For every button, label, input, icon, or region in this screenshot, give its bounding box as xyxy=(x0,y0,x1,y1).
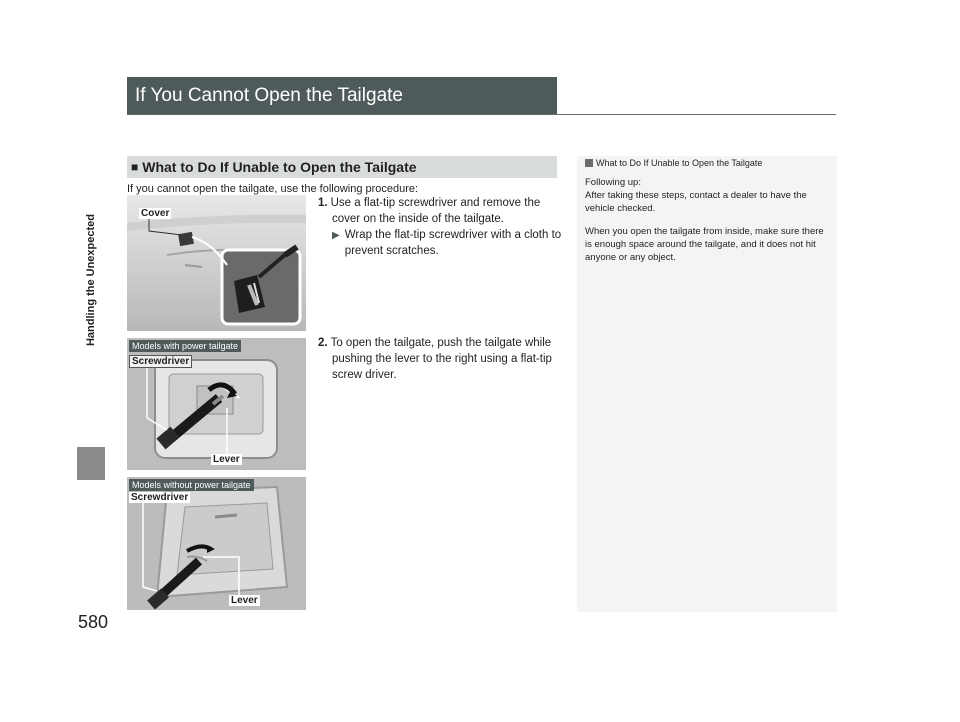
cover-callout: Cover xyxy=(141,208,170,219)
section-marker: ■ xyxy=(131,160,139,174)
lever-callout-power: Lever xyxy=(213,454,240,465)
page-title: If You Cannot Open the Tailgate xyxy=(127,77,557,114)
manual-tailgate-tag: Models without power tailgate xyxy=(129,479,254,491)
screwdriver-callout-manual: Screwdriver xyxy=(131,492,189,503)
side-note-paragraph: When you open the tailgate from inside, make sure there is enough space around the tailgate, and it does not hit anyone or any object. xyxy=(585,226,824,263)
step-1-sub-text: Wrap the flat-tip screwdriver with a cloth to prevent scratches. xyxy=(344,229,562,257)
step-1-text: Use a flat-tip screwdriver and remove the cover on the inside of the tailgate. xyxy=(330,197,541,225)
figure-remove-cover xyxy=(127,195,306,331)
step-2-text: To open the tailgate, push the tailgate while pushing the lever to the right using a flat-tip screw driver. xyxy=(330,337,552,381)
page-number: 580 xyxy=(78,612,109,632)
side-note-paragraph: After taking these steps, contact a dealer to have the vehicle checked. xyxy=(585,190,807,214)
figure-power-tailgate xyxy=(127,338,306,470)
step-1-body xyxy=(318,195,563,227)
side-note-followup: Following up: xyxy=(585,177,641,188)
power-tailgate-tag: Models with power tailgate xyxy=(129,340,241,352)
section-tab-marker xyxy=(77,447,105,480)
step-2-body xyxy=(318,335,563,383)
step-2-number: 2. xyxy=(318,337,328,349)
section-side-label-text: Handling the Unexpected xyxy=(85,213,97,347)
screwdriver-callout-power: Screwdriver xyxy=(129,355,192,368)
section-heading xyxy=(127,156,557,178)
arrow-right-icon: ▶ xyxy=(332,230,340,241)
section-side-label xyxy=(84,120,98,440)
lever-callout-manual: Lever xyxy=(231,595,258,606)
side-note-heading xyxy=(585,158,829,168)
step-1-sub xyxy=(318,227,563,259)
section-heading-text: What to Do If Unable to Open the Tailgate xyxy=(142,159,417,175)
step-1-number: 1. xyxy=(318,197,328,209)
step-2 xyxy=(318,335,563,383)
figure-manual-tailgate xyxy=(127,477,306,610)
side-note-panel xyxy=(577,156,837,612)
reference-square-icon xyxy=(585,159,593,167)
side-note-heading-text: What to Do If Unable to Open the Tailgate xyxy=(596,158,763,168)
intro-text: If you cannot open the tailgate, use the following procedure: xyxy=(127,183,419,195)
title-divider xyxy=(127,114,836,115)
step-1 xyxy=(318,195,563,259)
